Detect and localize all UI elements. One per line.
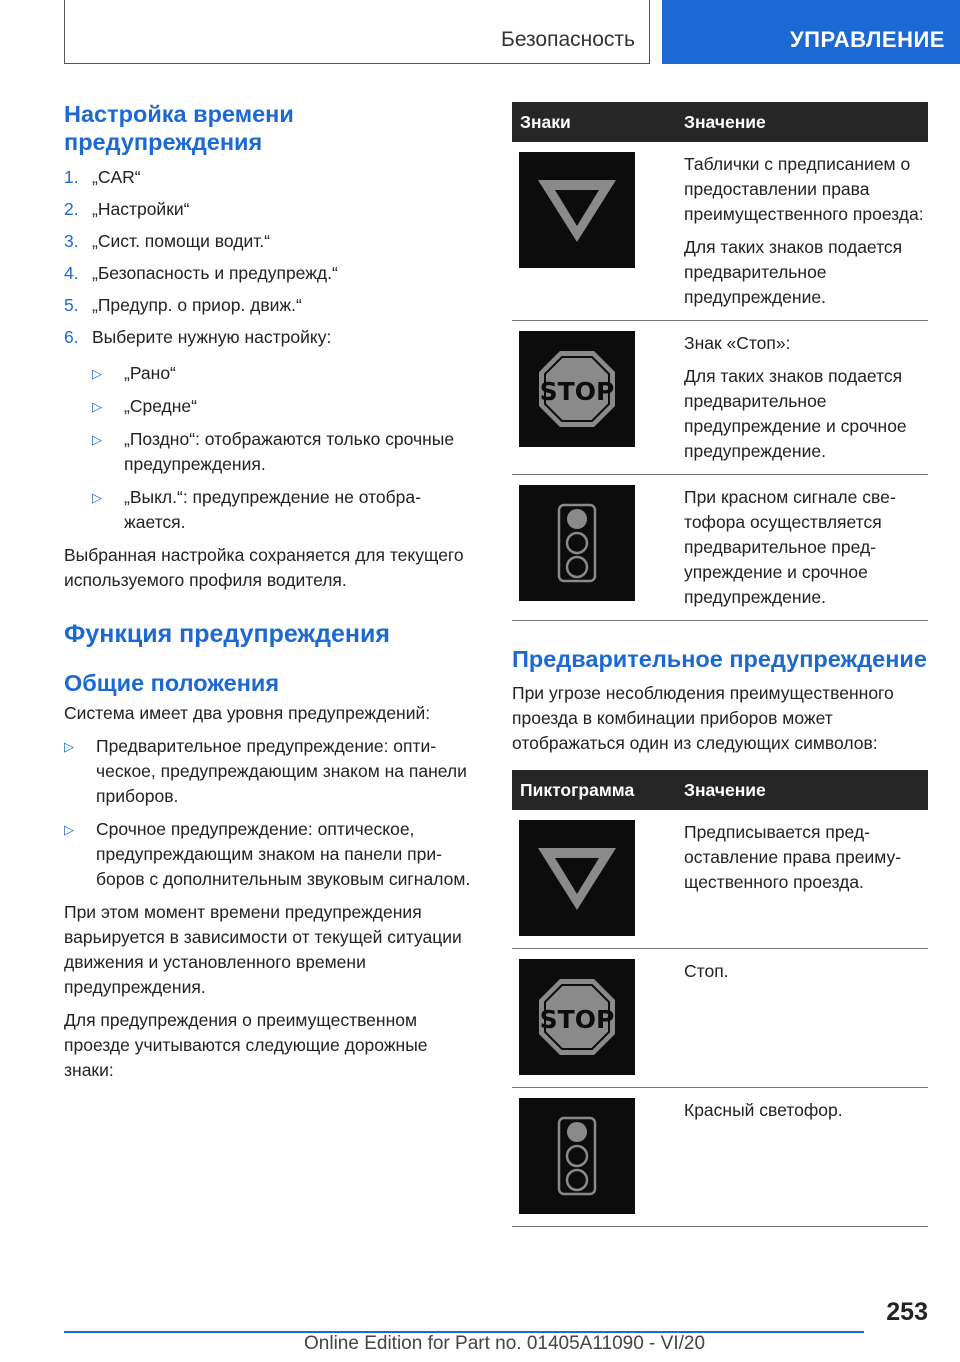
bullet-triangle-icon: ▷ xyxy=(64,739,74,754)
icon-cell xyxy=(512,1088,678,1227)
meaning-cell xyxy=(678,142,928,321)
option-text: „Рано“ xyxy=(124,363,176,383)
bullet-triangle-icon: ▷ xyxy=(92,490,102,505)
header-section-label: Безопасность xyxy=(501,28,635,51)
meaning-text: Для таких знаков подается предварительное предупреждение. xyxy=(684,237,903,307)
table-header-row xyxy=(512,770,928,810)
option-text: „Поздно“: отображаются только срочные предупреждения. xyxy=(124,429,455,474)
header-chapter-label: УПРАВЛЕНИЕ xyxy=(790,27,945,52)
column-header-meaning: Значение xyxy=(678,102,928,142)
right-column xyxy=(512,102,928,1227)
heading-warning-time: Настройка времени предупреждения xyxy=(64,101,294,155)
step-number: 6. xyxy=(64,327,79,347)
level-text: Срочное предупреждение: оптическое, предупреждающим знаком на панели приборов с дополнительным звуковым сигналом. xyxy=(96,819,471,889)
bullet-triangle-icon: ▷ xyxy=(92,432,102,447)
option-item xyxy=(92,361,476,386)
heading-general: Общие положения xyxy=(64,670,280,696)
icon-cell xyxy=(512,142,678,321)
meaning-text: Красный светофор. xyxy=(684,1100,843,1120)
step-text: „CAR“ xyxy=(92,167,141,187)
table-row xyxy=(512,949,928,1088)
column-header-meaning: Значение xyxy=(678,770,928,810)
icon-cell xyxy=(512,810,678,949)
option-item xyxy=(92,485,476,535)
meaning-text: Знак «Стоп»: xyxy=(684,333,791,353)
step-number: 5. xyxy=(64,295,79,315)
meaning-text: Предписывается предоставление права преимущественного проезда. xyxy=(684,822,902,892)
step-item xyxy=(64,325,476,361)
footer-edition: Online Edition for Part no. 01405A11090 - VI/20 xyxy=(304,1333,706,1354)
signs-table xyxy=(512,102,928,621)
option-item xyxy=(92,427,476,477)
icon-cell xyxy=(512,321,678,475)
table-row xyxy=(512,142,928,321)
step-text: „Настройки“ xyxy=(92,199,190,219)
step-number: 2. xyxy=(64,199,79,219)
meaning-cell xyxy=(678,321,928,475)
meaning-text: Для таких знаков подается предварительное предупреждение и срочное предупреждение. xyxy=(684,366,907,461)
options-list xyxy=(64,361,476,535)
traffic-light-icon xyxy=(519,1098,635,1214)
step-text: „Безопасность и предупрежд.“ xyxy=(92,263,338,283)
option-text: „Средне“ xyxy=(124,396,197,416)
step-item xyxy=(64,165,476,197)
step-item xyxy=(64,261,476,293)
stop-sign-icon xyxy=(519,959,635,1075)
step-text: Выберите нужную настройку: xyxy=(92,327,332,347)
preliminary-intro: При угрозе несоблюдения преимущественного проезда в комбинации приборов может отображаться один из следующих символов: xyxy=(512,683,894,753)
signs-intro: Для предупреждения о преимущественном проезде учитываются следующие дорожные знаки: xyxy=(64,1010,428,1080)
level-item xyxy=(64,734,476,809)
meaning-cell xyxy=(678,1088,928,1227)
table-row xyxy=(512,810,928,949)
bullet-triangle-icon: ▷ xyxy=(64,822,74,837)
icon-cell xyxy=(512,475,678,621)
pictograms-table xyxy=(512,770,928,1227)
stop-sign-text: STOP xyxy=(539,377,615,406)
meaning-cell xyxy=(678,949,928,1088)
step-item xyxy=(64,229,476,261)
yield-sign-icon xyxy=(519,820,635,936)
level-item xyxy=(64,817,476,892)
left-column xyxy=(64,100,476,1083)
meaning-text: При красном сигнале светофора осуществляется предварительное предупреждение и срочное предупреждение. xyxy=(684,487,896,607)
option-text: „Выкл.“: предупреждение не отображается. xyxy=(124,487,421,532)
table-row xyxy=(512,475,928,621)
step-number: 4. xyxy=(64,263,79,283)
column-header-signs: Знаки xyxy=(512,102,678,142)
step-text: „Предупр. о приор. движ.“ xyxy=(92,295,302,315)
stop-sign-text: STOP xyxy=(539,1005,615,1034)
meaning-text: Стоп. xyxy=(684,961,729,981)
step-text: „Сист. помощи водит.“ xyxy=(92,231,270,251)
timing-note: При этом момент времени предупреждения варьируется в зависимости от текущей ситуации движения и установленного времени предупреждения. xyxy=(64,902,462,997)
heading-warning-function: Функция предупреждения xyxy=(64,620,390,648)
saved-note: Выбранная настройка сохраняется для текущего используемого профиля водителя. xyxy=(64,545,464,590)
step-item xyxy=(64,293,476,325)
bullet-triangle-icon: ▷ xyxy=(92,399,102,414)
option-item xyxy=(92,394,476,419)
meaning-text: Таблички с предписанием о предоставлении права преимущественного проезда: xyxy=(684,154,924,224)
stop-sign-icon xyxy=(519,331,635,447)
bullet-triangle-icon: ▷ xyxy=(92,366,102,381)
step-number: 1. xyxy=(64,167,79,187)
meaning-cell xyxy=(678,810,928,949)
traffic-light-icon xyxy=(519,485,635,601)
table-header-row xyxy=(512,102,928,142)
table-row xyxy=(512,321,928,475)
column-header-pictogram: Пиктограмма xyxy=(512,770,678,810)
icon-cell xyxy=(512,949,678,1088)
yield-sign-icon xyxy=(519,152,635,268)
table-row xyxy=(512,1088,928,1227)
header-chapter-tab xyxy=(662,0,960,64)
general-intro: Система имеет два уровня предупреждений: xyxy=(64,703,431,723)
meaning-cell xyxy=(678,475,928,621)
page-number: 253 xyxy=(886,1298,928,1326)
level-text: Предварительное предупреждение: оптическое, предупреждающим знаком на панели приборов. xyxy=(96,736,467,806)
header-section-tab xyxy=(64,0,650,64)
step-number: 3. xyxy=(64,231,79,251)
heading-preliminary-warning: Предварительное предупреждение xyxy=(512,646,927,672)
step-item xyxy=(64,197,476,229)
steps-list xyxy=(64,165,476,361)
